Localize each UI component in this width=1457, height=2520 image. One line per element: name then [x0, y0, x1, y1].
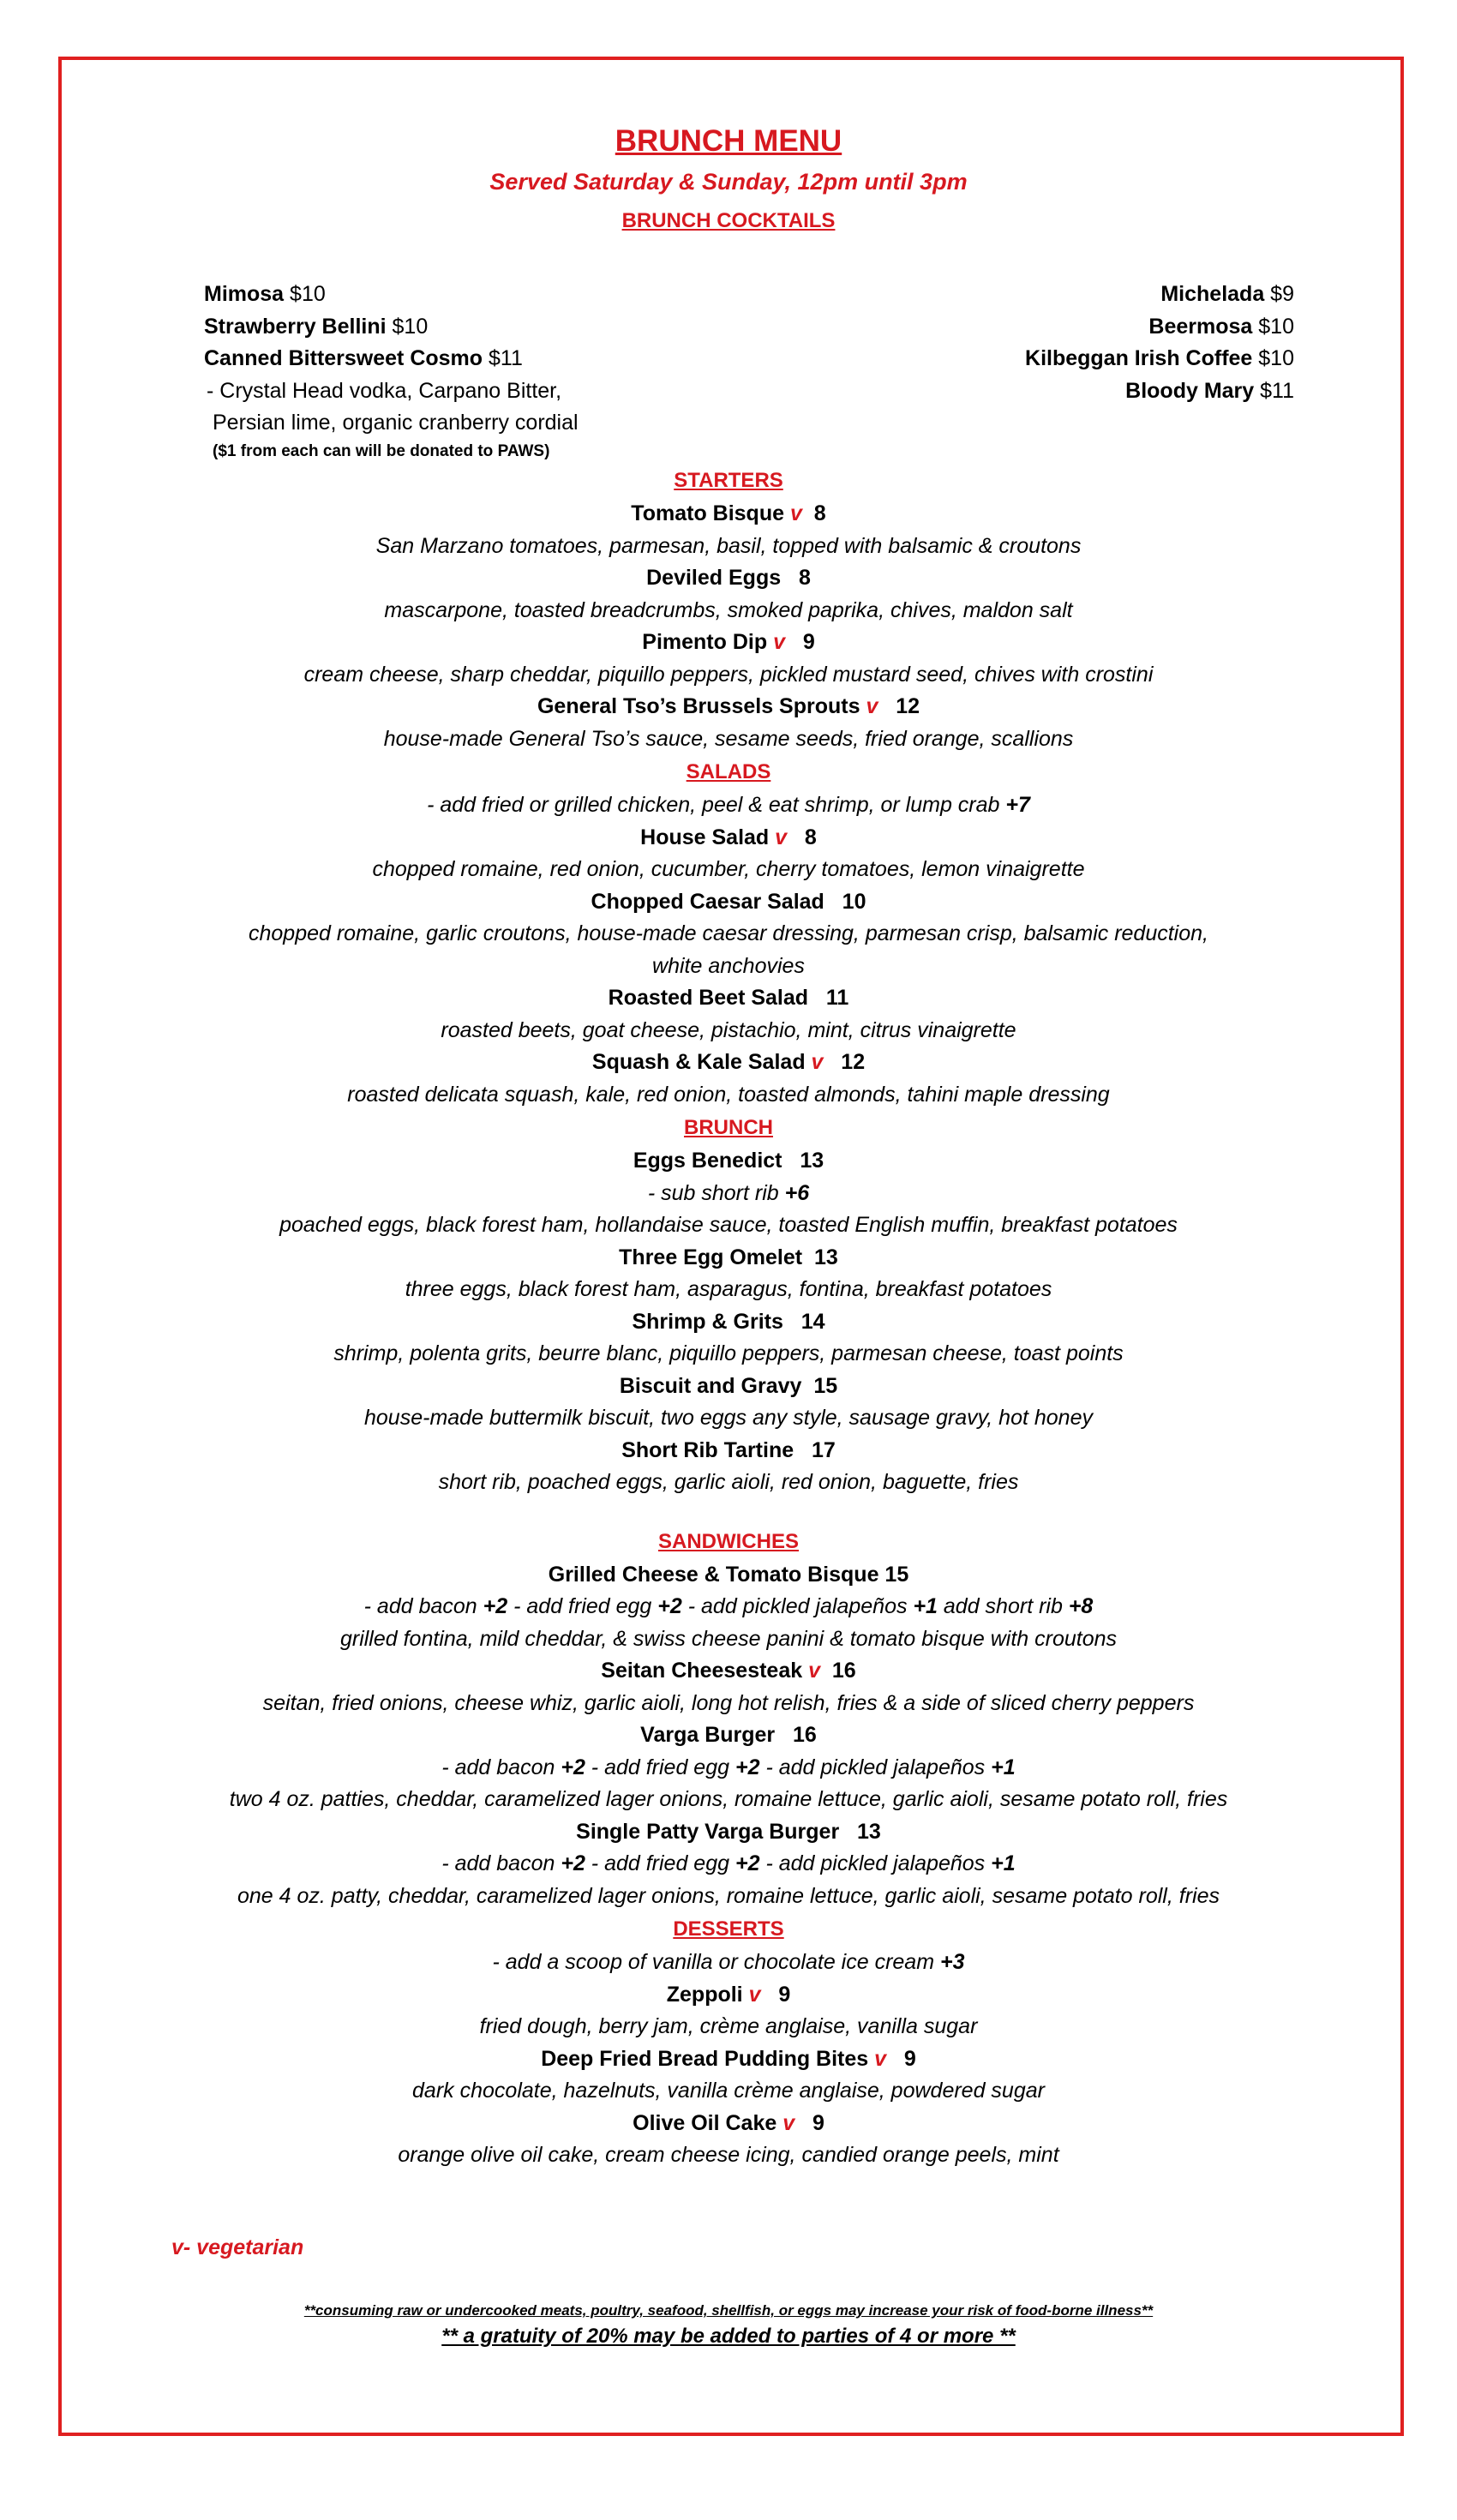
cocktail-item: Bloody Mary $11 [1125, 378, 1294, 403]
menu-item-description: San Marzano tomatoes, parmesan, basil, topped with balsamic & croutons [375, 533, 1082, 558]
menu-item-description: fried dough, berry jam, crème anglaise, vanilla sugar [479, 2014, 978, 2038]
cocktails-left-column [204, 279, 579, 464]
menu-item-name: Chopped Caesar Salad 10 [591, 889, 866, 914]
cocktail-description: - Crystal Head vodka, Carpano Bitter, [207, 378, 562, 403]
page-title: BRUNCH MENU [615, 124, 842, 158]
menu-item-name: Zeppoli v 9 [666, 1982, 791, 2007]
menu-item-addon: - sub short rib +6 [647, 1180, 810, 1205]
menu-item-name: Shrimp & Grits 14 [632, 1309, 825, 1334]
salad-addon: - add fried or grilled chicken, peel & eat shrimp, or lump crab +7 [427, 793, 1030, 817]
menu-item-description: roasted delicata squash, kale, red onion, toasted almonds, tahini maple dressing [347, 1082, 1110, 1107]
menu-item-description: grilled fontina, mild cheddar, & swiss cheese panini & tomato bisque with croutons [339, 1626, 1118, 1651]
menu-item-description: seitan, fried onions, cheese whiz, garlic aioli, long hot relish, fries & a side of sliced cherry peppers [262, 1690, 1195, 1715]
menu-item-description: house-made buttermilk biscuit, two eggs any style, sausage gravy, hot honey [364, 1406, 1093, 1430]
serving-hours: Served Saturday & Sunday, 12pm until 3pm [489, 169, 968, 195]
menu-footer [0, 2300, 1457, 2351]
menu-item-name: Roasted Beet Salad 11 [608, 986, 849, 1010]
vegetarian-legend: v- vegetarian [171, 2235, 304, 2259]
menu-item-name: House Salad v 8 [640, 825, 817, 849]
cocktail-item: Strawberry Bellini $10 [204, 314, 429, 339]
cocktail-item: Michelada $9 [1160, 282, 1294, 306]
section-heading-salads: SALADS [686, 760, 771, 783]
cocktail-item: Beermosa $10 [1148, 314, 1294, 339]
menu-item-description: shrimp, polenta grits, beurre blanc, piquillo peppers, parmesan cheese, toast points [333, 1341, 1124, 1365]
menu-item-description: chopped romaine, red onion, cucumber, cherry tomatoes, lemon vinaigrette [372, 857, 1085, 881]
menu-item-addon: - add bacon +2 - add fried egg +2 - add pickled jalapeños +1 [441, 1851, 1016, 1875]
menu-item-name: Grilled Cheese & Tomato Bisque 15 [548, 1562, 909, 1587]
menu-item-name: Deep Fried Bread Pudding Bites v 9 [541, 2046, 916, 2071]
cocktail-item: Canned Bittersweet Cosmo $11 [204, 346, 523, 370]
section-heading-starters: STARTERS [674, 469, 783, 492]
menu-item-name: Varga Burger 16 [640, 1723, 817, 1747]
menu-item-description: dark chocolate, hazelnuts, vanilla crème anglaise, powdered sugar [412, 2079, 1045, 2103]
menu-item-addon: - add bacon +2 - add fried egg +2 - add pickled jalapeños +1 add short rib +8 [363, 1594, 1094, 1618]
menu-item-description: white anchovies [652, 953, 805, 978]
section-heading-sandwiches: SANDWICHES [657, 1529, 799, 1553]
cocktail-item: Kilbeggan Irish Coffee $10 [1025, 346, 1294, 370]
menu-item-description: three eggs, black forest ham, asparagus, fontina, breakfast potatoes [405, 1277, 1052, 1301]
menu-item-addon: - add bacon +2 - add fried egg +2 - add pickled jalapeños +1 [441, 1755, 1016, 1779]
menu-item-description: cream cheese, sharp cheddar, piquillo peppers, pickled mustard seed, chives with crostini [303, 662, 1154, 687]
menu-item-name: Squash & Kale Salad v 12 [591, 1050, 866, 1074]
menu-item-name: Single Patty Varga Burger 13 [576, 1819, 881, 1844]
menu-item-name: Biscuit and Gravy 15 [619, 1373, 838, 1398]
menu-body [0, 464, 1457, 2172]
menu-item-name: General Tso’s Brussels Sprouts v 12 [537, 694, 920, 718]
menu-item-description: short rib, poached eggs, garlic aioli, red onion, baguette, fries [438, 1470, 1019, 1494]
menu-item-name: Pimento Dip v 9 [642, 630, 815, 654]
donation-note: ($1 from each can will be donated to PAWS) [213, 441, 550, 460]
menu-item-description: chopped romaine, garlic croutons, house-made caesar dressing, parmesan crisp, balsamic reduction, [248, 921, 1208, 945]
menu-item-name: Olive Oil Cake v 9 [633, 2110, 824, 2135]
menu-item-description: one 4 oz. patty, cheddar, caramelized lager onions, romaine lettuce, garlic aioli, sesame potato roll, fries [237, 1883, 1220, 1908]
cocktails-right-column [1025, 279, 1294, 407]
menu-item-description: roasted beets, goat cheese, pistachio, mint, citrus vinaigrette [441, 1017, 1016, 1042]
menu-item-name: Eggs Benedict 13 [633, 1149, 824, 1173]
menu-item-name: Three Egg Omelet 13 [619, 1245, 838, 1269]
menu-item-description: house-made General Tso’s sauce, sesame seeds, fried orange, scallions [383, 726, 1074, 751]
section-heading-brunch: BRUNCH [684, 1116, 773, 1139]
dessert-addon: - add a scoop of vanilla or chocolate ice cream +3 [492, 1950, 965, 1974]
cocktail-description: Persian lime, organic cranberry cordial [213, 411, 579, 435]
menu-item-name: Short Rib Tartine 17 [621, 1437, 836, 1462]
menu-item-name: Tomato Bisque v 8 [631, 501, 826, 525]
section-heading-desserts: DESSERTS [673, 1917, 784, 1941]
cocktails-section [0, 279, 1457, 467]
menu-item-name: Deviled Eggs 8 [646, 566, 811, 590]
cocktail-item: Mimosa $10 [204, 282, 326, 306]
menu-item-description: poached eggs, black forest ham, hollandaise sauce, toasted English muffin, breakfast potatoes [279, 1213, 1178, 1237]
menu-item-description: orange olive oil cake, cream cheese icing, candied orange peels, mint [398, 2143, 1059, 2167]
food-safety-warning: **consuming raw or undercooked meats, poultry, seafood, shellfish, or eggs may increase your risk of food-borne illness** [303, 2302, 1154, 2319]
menu-item-description: mascarpone, toasted breadcrumbs, smoked paprika, chives, maldon salt [384, 597, 1073, 622]
section-spacer [0, 1499, 1457, 1525]
menu-item-name: Seitan Cheesesteak v 16 [601, 1659, 856, 1683]
menu-header [0, 123, 1457, 236]
menu-item-description: two 4 oz. patties, cheddar, caramelized lager onions, romaine lettuce, garlic aioli, sesame potato roll, fries [229, 1787, 1228, 1811]
section-heading-cocktails: BRUNCH COCKTAILS [621, 209, 836, 232]
gratuity-note: ** a gratuity of 20% may be added to parties of 4 or more ** [441, 2325, 1016, 2348]
